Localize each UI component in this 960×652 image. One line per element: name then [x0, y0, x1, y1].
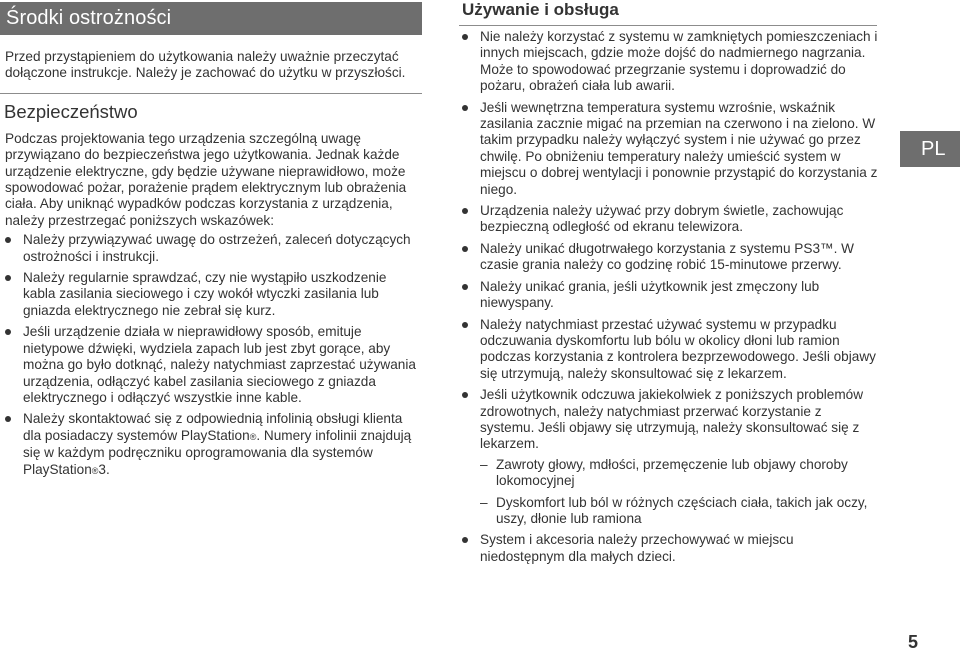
list-item: Należy unikać grania, jeśli użytkownik jest zmęczony lub niewyspany. — [460, 279, 879, 312]
language-tab-badge: PL — [900, 131, 960, 167]
safety-bullet-list — [0, 232, 422, 479]
list-item: Nie należy korzystać z systemu w zamkniętych pomieszczeniach i innych miejscach, gdzie może dojść do nadmiernego nagrzania. Może to spowodować przegrzanie systemu i doprowadzić do pożaru, obrażeń ciała lub awarii. — [460, 29, 879, 95]
list-item: System i akcesoria należy przechowywać w miejscu niedostępnym dla małych dzieci. — [460, 532, 879, 565]
page-number: 5 — [908, 632, 919, 652]
list-item: Należy unikać długotrwałego korzystania z systemu PS3™. W czasie grania należy co godzinę robić 15-minutowe przerwy. — [460, 241, 879, 274]
divider — [0, 93, 422, 94]
list-item-text: . Numery infolinii znajdują się w każdym podręczniku oprogramowania dla systemów PlayStation — [23, 427, 412, 477]
list-item — [3, 411, 422, 479]
list-item: Należy przywiązywać uwagę do ostrzeżeń, zaleceń dotyczących ostrożności i instrukcji. — [3, 232, 422, 265]
list-item: Urządzenia należy używać przy dobrym świetle, zachowując bezpieczną odległość od ekranu telewizora. — [460, 203, 879, 236]
intro-paragraph: Przed przystąpieniem do użytkowania należy uważnie przeczytać dołączone instrukcje. Należy je zachować do użytku w przyszłości. — [5, 49, 406, 81]
list-item — [460, 387, 879, 527]
list-item: Jeśli wewnętrzna temperatura systemu wzrośnie, wskaźnik zasilania zacznie migać na przemian na czerwono i na zielono. W takim przypadku należy wyłączyć system i nie używać go przez chwilę. Po obniżeniu temperatury należy umieścić system w miejscu o dobrej wentylacji i ponownie przystąpić do korzystania z niego. — [460, 100, 879, 198]
list-item: Należy regularnie sprawdzać, czy nie wystąpiło uszkodzenie kabla zasilania sieciowego i czy wokół wtyczki zasilania lub gniazda elektrycznego nie zebrał się kurz. — [3, 270, 422, 319]
registered-mark: ® — [91, 465, 99, 476]
subsection-title-safety: Bezpieczeństwo — [4, 100, 138, 122]
usage-bullet-list — [459, 29, 879, 565]
list-item: Jeśli urządzenie działa w nieprawidłowy sposób, emituje nietypowe dźwięki, wydziela zapach lub jest zbyt gorące, aby można go było dotknąć, należy natychmiast zaprzestać używania urządzenia, odłączyć kabel zasilania sieciowego z gniazda elektrycznego i odłączyć wszystkie inne kable. — [3, 324, 422, 406]
left-column — [0, 2, 422, 484]
registered-mark: ® — [249, 431, 257, 442]
dash-item: – Zawroty głowy, mdłości, przemęczenie lub objawy choroby lokomocyjnej — [480, 457, 879, 490]
symptom-dash-list — [480, 457, 879, 528]
section-title-usage: Używanie i obsługa — [462, 0, 619, 19]
list-item-text: Jeśli użytkownik odczuwa jakiekolwiek z poniższych problemów zdrowotnych, należy natychmiast przerwać korzystanie z systemu. Jeśli objawy się utrzymują, należy skonsultować się z lekarzem. — [480, 387, 864, 452]
divider — [459, 25, 877, 26]
dash-item: – Dyskomfort lub ból w różnych częściach ciała, takich jak oczy, uszy, dłonie lub ramiona — [480, 495, 879, 528]
list-item-text: 3. — [98, 461, 110, 477]
list-item: Należy natychmiast przestać używać systemu w przypadku odczuwania dyskomfortu lub bólu w okolicy dłoni lub ramion podczas korzystania z kontrolera bezprzewodowego. Jeśli objawy się utrzymują, należy skonsultować się z lekarzem. — [460, 317, 879, 383]
right-column — [459, 0, 879, 570]
safety-paragraph: Podczas projektowania tego urządzenia szczególną uwagę przywiązano do bezpieczeństwa jego użytkowania. Jednak każde urządzenie elektryczne, gdy będzie używane nieprawidłowo, może spowodować pożar, porażenie prądem elektrycznym lub obrażenia ciała. Aby uniknąć wypadków podczas korzystania z urządzenia, należy przestrzegać poniższych wskazówek: — [5, 130, 407, 228]
list-item-text: Należy skontaktować się z odpowiednią infolinią obsługi klienta dla posiadaczy systemów PlayStation — [23, 411, 403, 443]
section-title-precautions: Środki ostrożności — [0, 2, 422, 35]
